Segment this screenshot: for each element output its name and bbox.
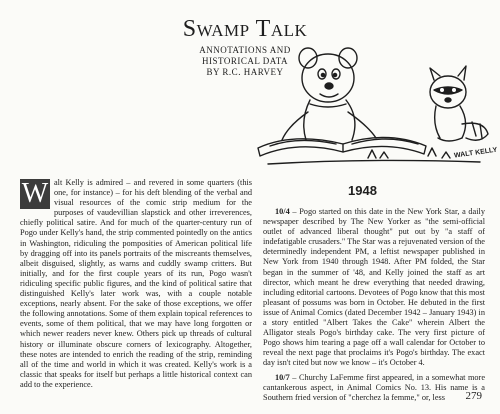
- entry-text: – Pogo started on this date in the New York Star, a daily newspaper described by The New Yorker as "the semi-official outlet of advanced liberal thought" put out by "a staff of indefatigable crusaders." The Star was a rejuvenated version of the determinedly independent PM, a leftist newspaper published in New York from 1940 through 1948. After PM folded, the Star began in the summer of '48, and Kelly joined the staff as art director, which meant he drew everything that needed drawing, including editorial cartoons. Devotees of Pogo know that this most pleasant of possums was born in October. He debuted in the first issue of Animal Comics (dated December 1942 – January 1943) in a story entitled "Albert Takes the Cake" wherein Albert the Alligator steals Pogo's birthday cake. The very first picture of Pogo shows him tearing a page off a wall calendar for October to reveal the next page that proclaims it's Pogo's birthday. The exact day isn't cited but now we know – it's October 4.: [263, 207, 485, 368]
- entry-date: 10/4: [275, 207, 290, 216]
- pogo-figure: [282, 48, 376, 140]
- page-number: 279: [465, 390, 482, 402]
- article-title: Swamp Talk: [182, 16, 308, 42]
- annotation-entry: [263, 207, 485, 369]
- article-subtitle: ANNOTATIONS AND HISTORICAL DATA: [199, 45, 291, 66]
- intro-column: [20, 178, 252, 390]
- annotation-entry: [263, 373, 485, 403]
- entry-date: 10/7: [275, 372, 290, 382]
- entry-text: – Churchy LaFemme first appeared, in a somewhat more cantankerous aspect, in Animal Comics No. 13. His name is a Southern fried version of "cherchez la femme," or, less: [263, 372, 486, 402]
- intro-text: alt Kelly is admired – and revered in some quarters (this one, for instance) – for his deft blending of the verbal and visual resources of the comic strip medium for the purposes of vaudevillian slapstick and other irreverences, chiefly political satire. And for much of the quarter-century run of Pogo under Kelly's hand, the strip commented pointedly on the antics in Washington, ridiculing the pomposities of American political life by dragging off into its panels portraits of the miscreants themselves, albeit disguised, slightly, as warns and cuddly swamp critters. But initially, and for the first couple years of its run, Pogo wasn't ridiculing specific public figures, and the kind of political satire that distinguished Kelly's later work was, with a couple notable exceptions, nearly absent. For the sake of those exceptions, we offer the following annotations. Some of them explain topical references to events, some of them political, that we may have long forgotten or which newer readers never knew. Others pick up threads of cultural history or illuminate obscure corners of lexicography. Altogether, these notes are intended to enrich the reading of the strip, reminding all of the time and world in which it was created. Kelly's work is a classic that speaks for itself but perhaps a little historical context can add to the experience.: [20, 178, 252, 389]
- drop-cap: W: [21, 178, 49, 209]
- article-byline: BY R.C. HARVEY: [206, 67, 284, 77]
- artist-signature: WALT KELLY: [453, 146, 498, 160]
- annotations-column: [263, 207, 485, 407]
- section-year: 1948: [348, 183, 377, 198]
- raccoon-figure: [430, 66, 488, 141]
- pogo-illustration: [248, 40, 498, 180]
